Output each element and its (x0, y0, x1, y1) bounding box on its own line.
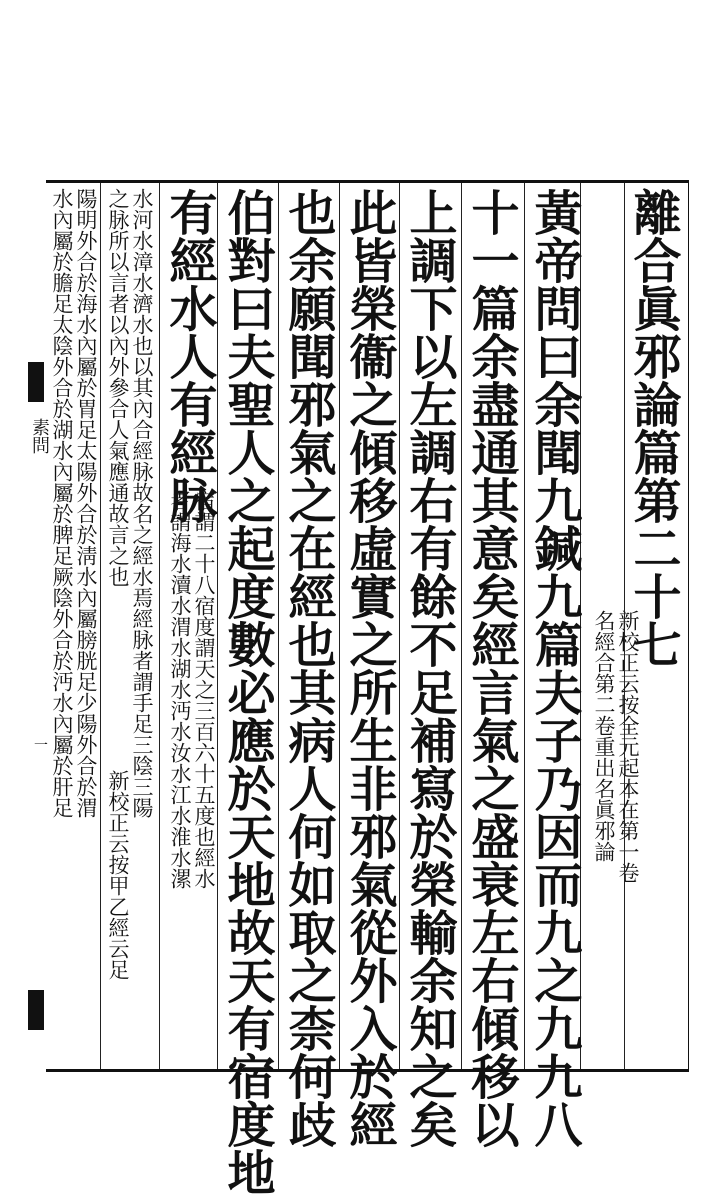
column-rule (524, 183, 525, 1069)
column-rule (339, 183, 340, 1069)
text-column-7: 伯對曰夫聖人之起度數必應於天地故天有宿度地 (219, 188, 275, 1196)
column-9-annotation-tail (106, 770, 130, 980)
annotation-line: 宿謂二十八宿度謂天之三百六十五度也經水 (192, 490, 216, 889)
title-annotation-line-1: 新校正云按全元起本在第一卷 (616, 610, 640, 883)
chapter-title: 離合眞邪論篇第二十七 (625, 188, 681, 668)
annotation-line: 之脉所以言者以內外參合人氣應通故言之也 (106, 188, 130, 587)
annotation-line: 水河水漳水濟水也以其內合經脉故名之經水焉經脉者謂手足三陰三陽 (130, 188, 154, 818)
text-column-2: 黃帝問曰余聞九鍼九篇夫子乃因而九之九九八 (526, 188, 582, 1148)
fishtail-mark-lower (28, 990, 44, 1030)
annotation-line: 水內屬於膽足太陰外合於湖水內屬於脾足厥陰外合於沔水內屬於肝足 (50, 188, 74, 818)
fishtail-mark-upper (28, 362, 44, 402)
column-rule (100, 183, 101, 1069)
annotation-line: 新校正云按甲乙經云足 (106, 770, 130, 980)
page-number-mark: 一 (34, 738, 48, 754)
fold-column-label: 素問 (29, 418, 50, 454)
fold-column (28, 180, 50, 1072)
title-annotation (592, 610, 640, 883)
column-rule (399, 183, 400, 1069)
annotation-line: 者謂海水瀆水渭水湖水沔水汝水江水淮水漯 (168, 490, 192, 889)
column-rule (624, 183, 625, 1069)
title-annotation-line-2: 名經合第二卷重出名眞邪論 (592, 610, 616, 862)
text-column-5: 此皆榮衞之傾移虛實之所生非邪氣從外入於經 (341, 188, 397, 1148)
column-rule (461, 183, 462, 1069)
page-frame-right-rule (688, 180, 689, 1072)
column-9-annotation (106, 188, 154, 818)
text-column-4: 上調下以左調右有餘不足補寫於榮輸余知之矣 (401, 188, 457, 1148)
text-column-8: 有經水人有經脉 (161, 188, 217, 524)
column-10-annotation (50, 188, 98, 818)
column-rule (278, 183, 279, 1069)
annotation-line: 陽明外合於海水內屬於胃足太陽外合於淸水內屬膀胱足少陽外合於渭 (74, 188, 98, 818)
column-8-annotation (168, 490, 216, 889)
text-column-3: 十一篇余盡通其意矣經言氣之盛衰左右傾移以 (463, 188, 519, 1148)
column-rule (217, 183, 218, 1069)
column-rule (159, 183, 160, 1069)
text-column-6: 也余願聞邪氣之在經也其病人何如取之柰何歧 (280, 188, 336, 1148)
